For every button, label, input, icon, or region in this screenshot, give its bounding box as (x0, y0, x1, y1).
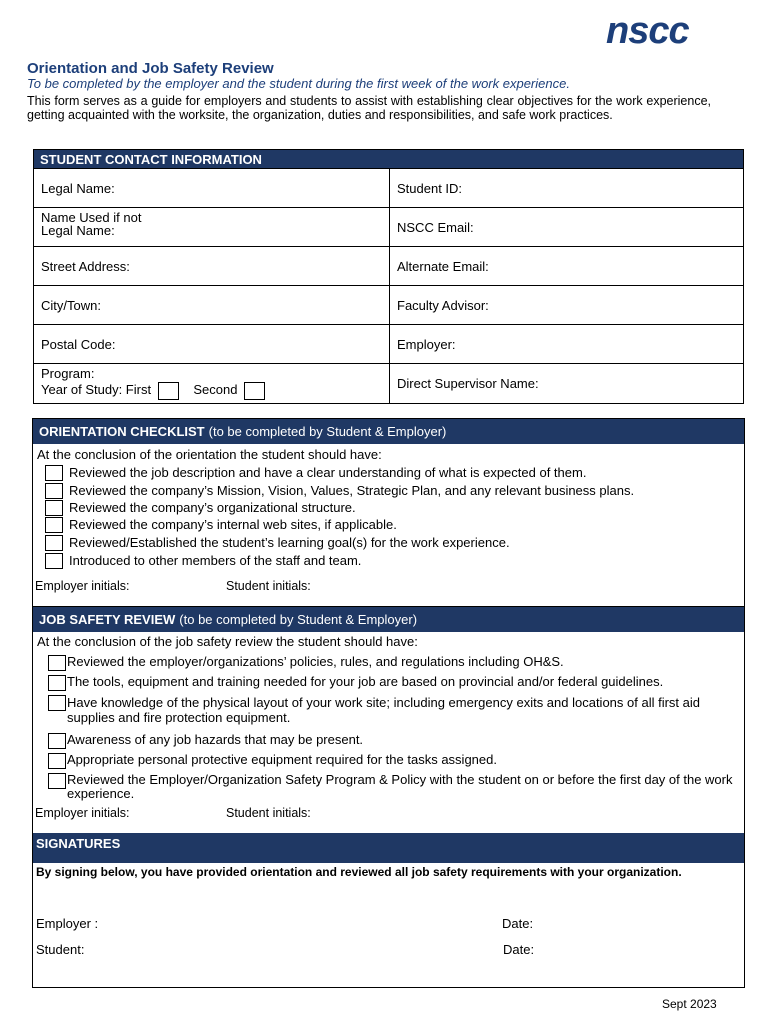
legal-name-field[interactable] (34, 169, 390, 208)
alternate-email-label: Alternate Email: (397, 258, 489, 274)
street-address-label: Street Address: (41, 258, 130, 274)
safety-checkbox[interactable] (48, 753, 66, 769)
safety-item (48, 733, 738, 749)
employer-date-field[interactable]: Date: (502, 916, 534, 931)
orientation-item-text: Reviewed/Established the student’s learning goal(s) for the work experience. (69, 535, 510, 550)
orientation-header-label: ORIENTATION CHECKLIST (39, 424, 205, 439)
safety-checkbox[interactable] (48, 695, 66, 711)
orientation-checkbox[interactable] (45, 535, 63, 551)
employer-signature-field[interactable]: Employer : (36, 916, 99, 931)
contact-header (34, 150, 743, 169)
student-id-label: Student ID: (397, 180, 463, 196)
student-signature-field[interactable]: Student: (36, 942, 85, 957)
safety-item (48, 675, 738, 691)
safety-checkbox[interactable] (48, 655, 66, 671)
safety-item (48, 695, 740, 725)
orientation-student-initials[interactable]: Student initials: (226, 579, 311, 593)
employer-label: Employer: (397, 336, 456, 352)
safety-item-text: Awareness of any job hazards that may be present. (67, 732, 364, 747)
page-subtitle: To be completed by the employer and the student during the first week of the work experience. (27, 76, 570, 91)
name-used-label (41, 211, 141, 237)
year-of-study-row (41, 381, 265, 400)
safety-item-text: Reviewed the employer/organizations’ policies, rules, and regulations including OH&S. (67, 654, 564, 669)
orientation-item-text: Reviewed the company’s Mission, Vision, Values, Strategic Plan, and any relevant business plans. (69, 483, 635, 498)
safety-lead: At the conclusion of the job safety review the student should have: (37, 634, 418, 649)
postal-code-label: Postal Code: (41, 336, 116, 352)
faculty-advisor-label: Faculty Advisor: (397, 297, 489, 313)
safety-item (48, 655, 738, 671)
orientation-checkbox[interactable] (45, 465, 63, 481)
second-year-label: Second (193, 382, 238, 397)
orientation-checkbox[interactable] (45, 500, 63, 516)
first-year-checkbox[interactable] (158, 382, 179, 400)
alternate-email-field[interactable] (390, 247, 743, 286)
page-title: Orientation and Job Safety Review (27, 60, 274, 77)
safety-item-text: Have knowledge of the physical layout of your work site; including emergency exits and locations of all first aid supplies and fire protection equipment. (67, 695, 700, 725)
intro-paragraph: This form serves as a guide for employers and students to assist with establishing clear objectives for the work experience, getting acquainted with the worksite, the organization, duties and responsibilities, and safe work practices. (27, 94, 711, 122)
orientation-employer-initials[interactable]: Employer initials: (35, 579, 130, 593)
city-town-field[interactable] (34, 286, 390, 325)
orientation-checkbox[interactable] (45, 483, 63, 499)
year-of-study-label: Year of Study: First (41, 382, 152, 397)
safety-header-sub: (to be completed by Student & Employer) (179, 612, 418, 627)
safety-checkbox[interactable] (48, 773, 66, 789)
second-year-checkbox[interactable] (244, 382, 265, 400)
contact-header-label: STUDENT CONTACT INFORMATION (40, 151, 262, 167)
safety-student-initials[interactable]: Student initials: (226, 806, 311, 820)
orientation-lead: At the conclusion of the orientation the student should have: (37, 447, 382, 462)
signatures-statement: By signing below, you have provided orientation and reviewed all job safety requirements with your organization. (36, 865, 682, 879)
direct-supervisor-label: Direct Supervisor Name: (397, 376, 539, 391)
orientation-checkbox[interactable] (45, 517, 63, 533)
orientation-item-text: Reviewed the company’s organizational structure. (69, 500, 356, 515)
signatures-header (33, 833, 744, 863)
program-field[interactable] (34, 364, 390, 403)
program-label: Program: (41, 366, 95, 381)
orientation-item-text: Reviewed the job description and have a clear understanding of what is expected of them. (69, 465, 587, 480)
orientation-item (45, 500, 735, 516)
direct-supervisor-field[interactable] (390, 364, 743, 403)
student-id-field[interactable] (390, 169, 743, 208)
safety-item-text: The tools, equipment and training needed for your job are based on provincial and/or federal guidelines. (67, 674, 664, 689)
safety-employer-initials[interactable]: Employer initials: (35, 806, 130, 820)
safety-checkbox[interactable] (48, 675, 66, 691)
safety-item-text: Reviewed the Employer/Organization Safety Program & Policy with the student on or before the first day of the work experience. (67, 772, 733, 801)
nscc-email-label: NSCC Email: (397, 219, 474, 235)
legal-name-label: Legal Name: (41, 180, 115, 196)
safety-header (33, 606, 744, 632)
postal-code-field[interactable] (34, 325, 390, 364)
contact-section (33, 149, 744, 404)
nscc-logo: nscc (606, 10, 689, 52)
name-used-line-2: Legal Name: (41, 223, 115, 238)
safety-item-text: Appropriate personal protective equipment required for the tasks assigned. (67, 752, 497, 767)
signatures-header-label: SIGNATURES (36, 836, 121, 851)
safety-item (48, 753, 738, 769)
orientation-header-sub: (to be completed by Student & Employer) (208, 424, 447, 439)
orientation-item (45, 517, 735, 533)
orientation-item (45, 535, 735, 551)
faculty-advisor-field[interactable] (390, 286, 743, 325)
name-used-field[interactable] (34, 208, 390, 247)
orientation-item (45, 483, 735, 499)
city-town-label: City/Town: (41, 297, 101, 313)
checklist-section (32, 418, 745, 988)
orientation-item-text: Introduced to other members of the staff and team. (69, 553, 362, 568)
orientation-item (45, 465, 735, 481)
nscc-email-field[interactable] (390, 208, 743, 247)
footer-date: Sept 2023 (662, 997, 717, 1011)
orientation-item (45, 553, 735, 569)
safety-item (48, 773, 740, 800)
student-date-field[interactable]: Date: (503, 942, 535, 957)
safety-header-label: JOB SAFETY REVIEW (39, 612, 176, 627)
orientation-item-text: Reviewed the company’s internal web sites, if applicable. (69, 517, 397, 532)
program-block (41, 366, 265, 400)
safety-checkbox[interactable] (48, 733, 66, 749)
street-address-field[interactable] (34, 247, 390, 286)
orientation-checkbox[interactable] (45, 553, 63, 569)
orientation-header (33, 419, 744, 444)
name-used-line-1: Name Used if not (41, 210, 142, 225)
employer-field[interactable] (390, 325, 743, 364)
